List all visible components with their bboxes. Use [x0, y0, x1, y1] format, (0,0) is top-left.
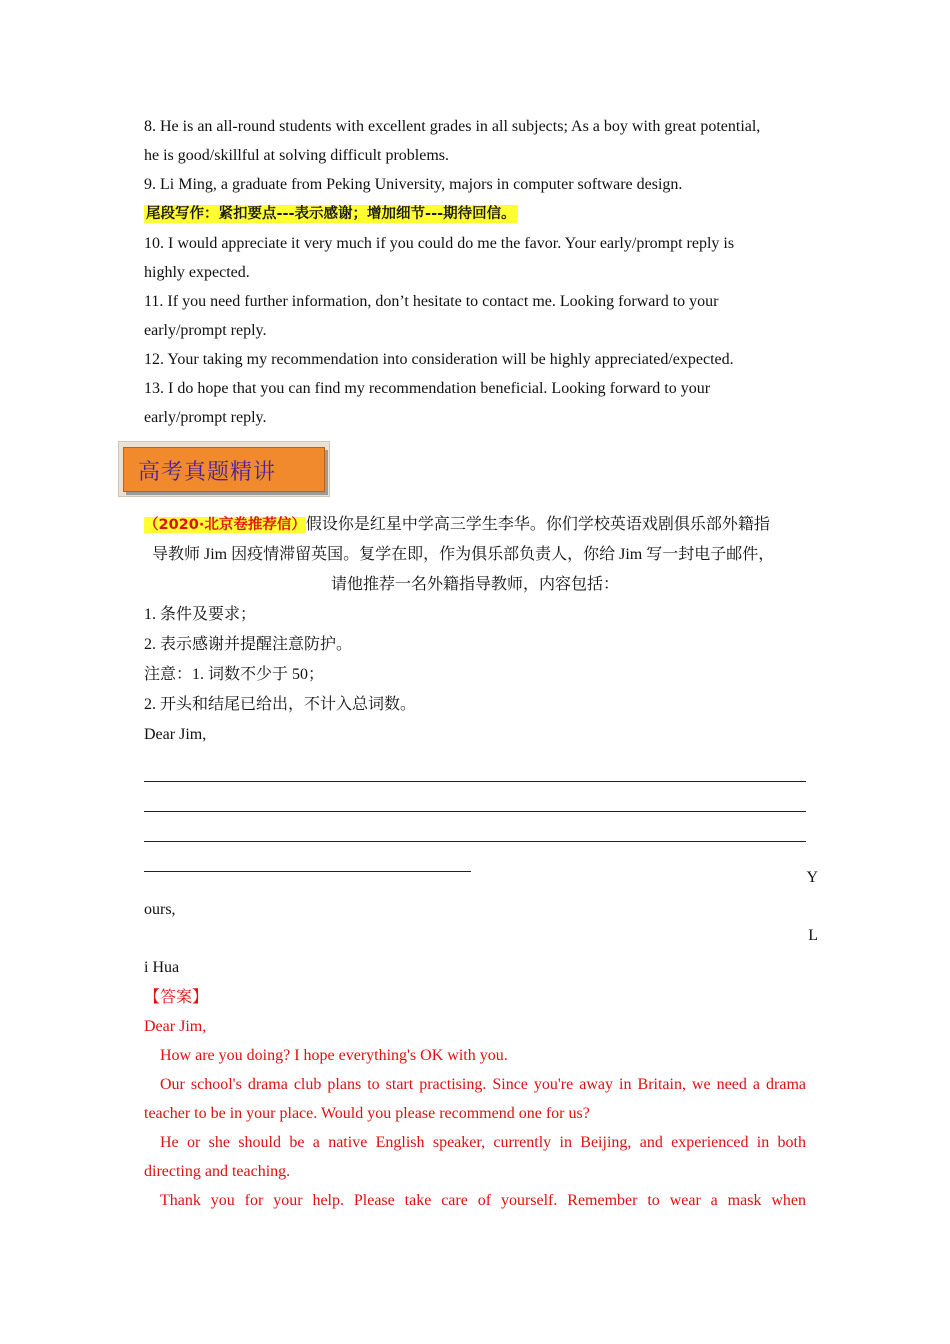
- closing-line: 13. I do hope that you can find my recommendation beneficial. Looking forward to your: [144, 380, 711, 397]
- closing-heading: [144, 199, 806, 229]
- writing-blank-line[interactable]: [144, 752, 806, 782]
- writing-area: [144, 752, 806, 872]
- signoff-name-initial: L: [808, 927, 818, 944]
- prompt-source: （2020·北京卷推荐信）: [144, 517, 306, 533]
- closing-line: 10. I would appreciate it very much if you could do me the favor. Your early/prompt reply is: [144, 235, 735, 252]
- prompt-item: 2. 表示感谢并提醒注意防护。: [144, 636, 353, 653]
- answer-greeting: Dear Jim,: [144, 1018, 207, 1035]
- exam-prompt: [144, 510, 806, 750]
- highlighted-heading: 尾段写作：紧扣要点---表示感谢；增加细节---期待回信。: [146, 206, 516, 222]
- signoff-name: i Hua: [144, 959, 180, 976]
- closing-line: 12. Your taking my recommendation into consideration will be highly appreciated/expected.: [144, 351, 734, 368]
- banner-title: 高考真题精讲: [138, 460, 277, 485]
- recommendation-phrases: [144, 112, 806, 432]
- phrase-line: 8. He is an all-round students with excellent grades in all subjects; As a boy with great potential,: [144, 118, 761, 135]
- answer-paragraph: Thank you for your help. Please take care of yourself. Remember to wear a mask when: [160, 1192, 806, 1209]
- closing-line: highly expected.: [144, 264, 250, 281]
- prompt-text: 假设你是红星中学高三学生李华。你们学校英语戏剧俱乐部外籍指: [305, 516, 770, 533]
- prompt-note: 2. 开头和结尾已给出，不计入总词数。: [144, 696, 417, 713]
- section-banner: [118, 441, 330, 497]
- closing-line: 11. If you need further information, don’t hesitate to contact me. Looking forward to your: [144, 293, 719, 310]
- answer-paragraph: How are you doing? I hope everything's OK with you.: [160, 1047, 508, 1064]
- closing-line: early/prompt reply.: [144, 409, 267, 426]
- writing-blank-line[interactable]: [144, 782, 806, 812]
- prompt-line: 请他推荐一名外籍指导教师，内容包括：: [330, 576, 619, 593]
- answer-label: 【答案】: [144, 989, 209, 1006]
- prompt-greeting: Dear Jim,: [144, 726, 207, 743]
- answer-paragraph: teacher to be in your place. Would you please recommend one for us?: [144, 1105, 590, 1122]
- writing-blank-line[interactable]: [144, 842, 471, 872]
- prompt-line: [144, 510, 806, 540]
- signoff-yours: ours,: [144, 901, 176, 918]
- signoff-yours-initial: Y: [806, 869, 818, 886]
- phrase-line: 9. Li Ming, a graduate from Peking University, majors in computer software design.: [144, 176, 683, 193]
- answer-paragraph: He or she should be a native English speaker, currently in Beijing, and experienced in both: [160, 1134, 806, 1151]
- prompt-note: 注意：1. 词数不少于 50；: [144, 666, 325, 683]
- prompt-item: 1. 条件及要求；: [144, 606, 257, 623]
- answer-section: [144, 983, 806, 1215]
- writing-blank-line[interactable]: [144, 812, 806, 842]
- answer-paragraph: directing and teaching.: [144, 1163, 291, 1180]
- prompt-line: 导教师 Jim 因疫情滞留英国。复学在即，作为俱乐部负责人，你给 Jim 写一封电子邮件，: [152, 546, 775, 563]
- closing-line: early/prompt reply.: [144, 322, 267, 339]
- banner-box: [123, 447, 325, 492]
- phrase-line: he is good/skillful at solving difficult problems.: [144, 147, 450, 164]
- answer-paragraph: Our school's drama club plans to start practising. Since you're away in Britain, we need a drama: [160, 1076, 806, 1093]
